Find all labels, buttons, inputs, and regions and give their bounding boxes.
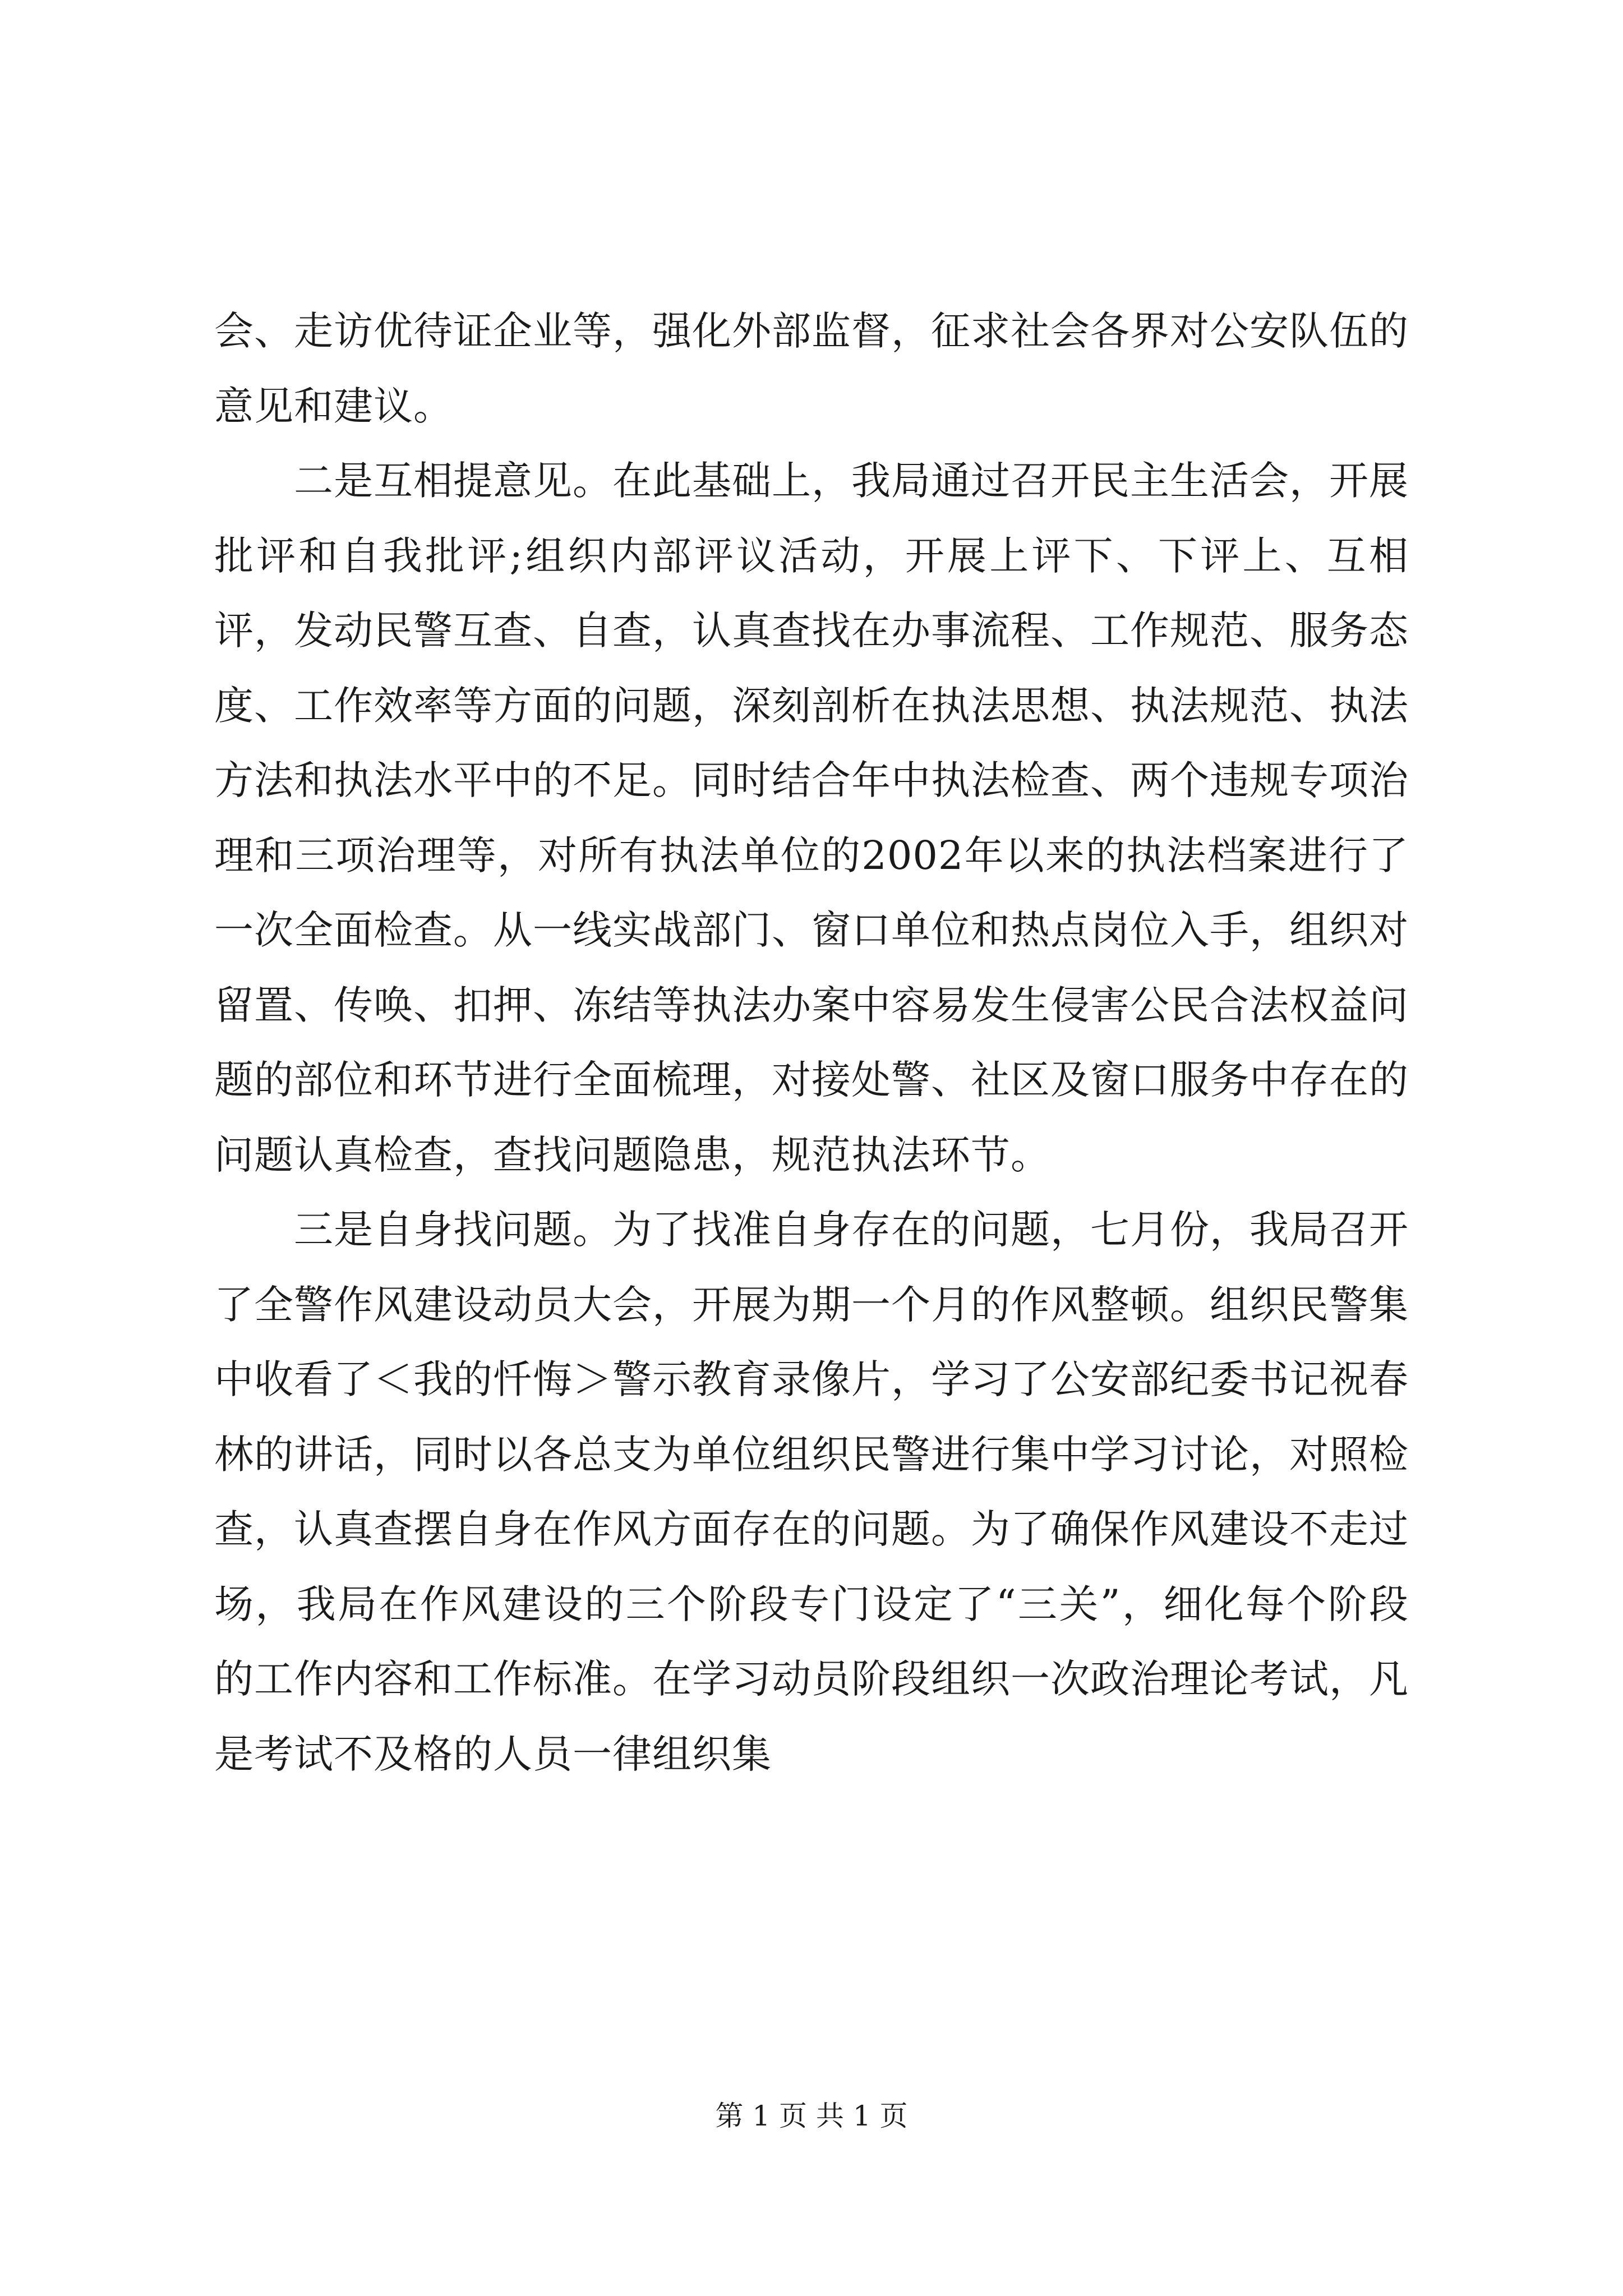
page-footer: 第 1 页 共 1 页 xyxy=(715,2100,908,2132)
paragraph-self-examination: 三是自身找问题。为了找准自身存在的问题，七月份，我局召开了全警作风建设动员大会，开展为期一个月的作风整顿。组织民警集中收看了＜我的忏悔＞警示教育录像片，学习了公安部纪委书记祝春林的讲话，同时以各总支为单位组织民警进行集中学习讨论，对照检查，认真查摆自身在作风方面存在的问题。为了确保作风建设不走过场，我局在作风建设的三个阶段专门设定了“三关”，细化每个阶段的工作内容和工作标准。在学习动员阶段组织一次政治理论考试，凡是考试不及格的人员一律组织集 xyxy=(214,1207,1409,1777)
paragraph-mutual-opinions: 二是互相提意见。在此基础上，我局通过召开民主生活会，开展批评和自我批评;组织内部评议活动，开展上评下、下评上、互相评，发动民警互查、自查，认真查找在办事流程、工作规范、服务态度、工作效率等方面的问题，深刻剖析在执法思想、执法规范、执法方法和执法水平中的不足。同时结合年中执法检查、两个违规专项治理和三项治理等，对所有执法单位的2002年以来的执法档案进行了一次全面检查。从一线实战部门、窗口单位和热点岗位入手，组织对留置、传唤、扣押、冻结等执法办案中容易发生侵害公民合法权益问题的部位和环节进行全面梳理，对接处警、社区及窗口服务中存在的问题认真检查，查找问题隐患，规范执法环节。 xyxy=(214,458,1409,1178)
body-text xyxy=(214,294,1409,1792)
paragraph-continued: 会、走访优待证企业等，强化外部监督，征求社会各界对公安队伍的意见和建议。 xyxy=(214,308,1409,429)
